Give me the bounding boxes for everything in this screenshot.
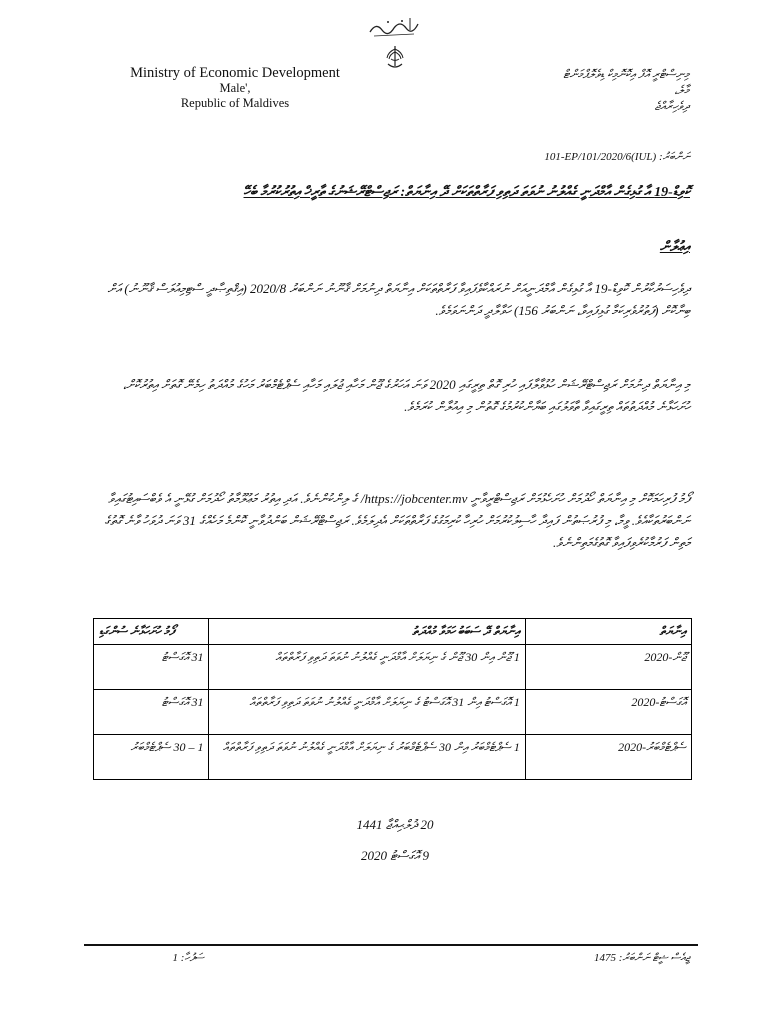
cell-description: 1 ސެޕްޓެމްބަރު އިން 30 ސެޕްޓެމްބަރު ގެ ނިޔަލަށް އާމްދަނީ ގެއްލުނު ނުވަތަ ދަތިވި ފަރާތްތައް [209,735,525,780]
notice-title: ކޮވިޑް-19 އާ ގުޅިގެން އާމްދަނީ ގެއްލުނު ނުވަތަ ދަތިވި ފަރާތްތަކަށް ދޭ އިނާޔަތް: ރަޖިސްޓްރޭޝަނުގެ ތާރީޚް އިތުރުކުރުމާ ބެހޭ [243,185,690,200]
column-header-deadline: ފޯމު ހުށަހަޅާނެ ސުންގަޑި [94,619,209,645]
column-header-description: އިނާޔަތް ދޭ ސަބަބު ހަމަވާ މުއްދަތު [209,619,525,645]
cell-deadline: 1 – 30 ސެޕްޓެމްބަރު [94,735,209,780]
reference-line [0,151,690,164]
cell-description: 1 އޮގަސްޓު އިން 31 އޮގަސްޓު ގެ ނިޔަލަށް އާމްދަނީ ގެއްލުނު ނުވަތަ ދަތިވި ފަރާތްތައް [209,690,525,735]
notice-heading: އިޢުލާން [659,240,690,255]
table-row [94,735,692,780]
paragraph-1: ދިވެހިސަރުކާރުން ކޮވިޑް-19 އާ ގުޅިގެން އާމްދަނީއަށް ނުރައްކާވެފައިވާ ފަރާތްތަކަށް އިނާޔަތް ދިނުމަށް ޤާނޫނު ނަންބަރު 2020/8 (އިޤްތިޞާދީ ސްޓިމިއުލަސް ޤާނޫނު) އަށް ބިނާކޮށް (ފަތުރުވެރިކަމާ ގުޅިފައިވާ، ނަންބަރު 156) ހަވާލާދީ ދަންނަވަމެވެ. [107,281,690,318]
cell-description: 1 ޖޫން އިން 30 ޖޫން ގެ ނިޔަލަށް އާމްދަނީ ގެއްލުނު ނުވަތަ ދަތިވި ފަރާތްތައް [209,645,525,690]
ministry-city-en: Male', [219,81,251,95]
footer-divider [84,944,698,946]
paragraph-3: ފޯމު ފުރިހަމަކޮށް މި އިނާޔަތް ހޯދުމަށް ހުށަހެޅުމަށް ރަޖިސްޓްރީވާނީ https://jobcenter.mv/ ގެ ލިންކުންނެވެ. އަދި އިތުރު މަޢުލޫމާތު ހޯދުމަށް ގުޅޭނީ އެ ވެބްސައިޓުގައިވާ ނަންބަރުތަކާއެވެ. ވީމާ، މި ފުރުޞަތުން ފައިދާ ހާސިލުކުރުމަށް ހުރިހާ ކުރިމަގުގެ ފަރާތްތަކަށް އެދިލަމެވެ. ރަޖިސްޓްރޭޝަން ބަންދުވާނީ ކޮންމެ މަހެއްގެ 31 ވަނަ ދުވަހު ވާނެ ގޮތުގެ މަތިން ފަރުމާކުރެވިފައިވާ ގޮތުގެމަތިންނެވެ. [104,491,690,550]
reference-label: ނަންބަރު: [658,151,690,163]
ministry-name-dv: މިނިސްޓްރީ އޮފް އިކޮނޮމިކް ޑިވެލޮޕްމަންޓް [563,67,689,81]
cell-period: ސެޕްޓެމްބަރު-2020 [525,735,691,780]
ministry-country-en: Republic of Maldives [180,96,290,110]
footer-registration: ޖީއެސް ޝީޓް ނަންބަރު: 1475 [594,952,690,964]
hijri-date: 20 ޛުލްޙިއްޖާ 1441 [356,817,434,832]
column-header-period: އިނާޔަތް [525,619,691,645]
ministry-country-dv: ދިވެހިރާއްޖެ [654,99,689,113]
paragraph-2: މި އިނާޔަތް ދިނުމަށް ރަޖިސްޓްރޭޝަން ހުޅުވާލާފައި ހުރި ގޮތް ތިރީގައި 2020 ވަނަ އަހަރުގެ ޖޫން މަހާއި ޖުލައި މަހާއި ސެޕްޓެމްބަރު މަހުގެ މުއްދަތު ހިމެނޭ ގޮތަށް އިތުރުކޮށް، ހުށަހަޅާނެ މުއްދަތުތައް ތިރީގައިވާ ތާވަލުގައި ބަޔާންކުރުމުގެ ގޮތުން މި އިއުލާން ކުރަމެވެ. [122,377,690,414]
gregorian-date: 9 އޮގަސްޓު 2020 [361,848,429,863]
cell-deadline: 31 އޮގަސްޓު [94,690,209,735]
reference-number: (IUL)101-EP/101/2020/6 [544,151,657,163]
table-header-row [94,619,692,645]
table-row [94,690,692,735]
ministry-header-dhivehi [465,66,689,114]
cell-period: ޖޫން-2020 [525,645,691,690]
ministry-header-english [100,66,370,111]
bismillah-calligraphy [366,14,422,42]
cell-deadline: 31 އޮގަސްޓު [94,645,209,690]
ministry-name-en: Ministry of Economic Development [130,65,340,81]
cell-period: އޮގަސްޓު-2020 [525,690,691,735]
footer-page-number: ސަފުހާ: 1 [172,952,204,964]
table-row [94,645,692,690]
schedule-table [93,618,692,780]
ministry-city-dv: މާލެ، [674,83,689,97]
maldives-emblem-icon [383,44,407,72]
